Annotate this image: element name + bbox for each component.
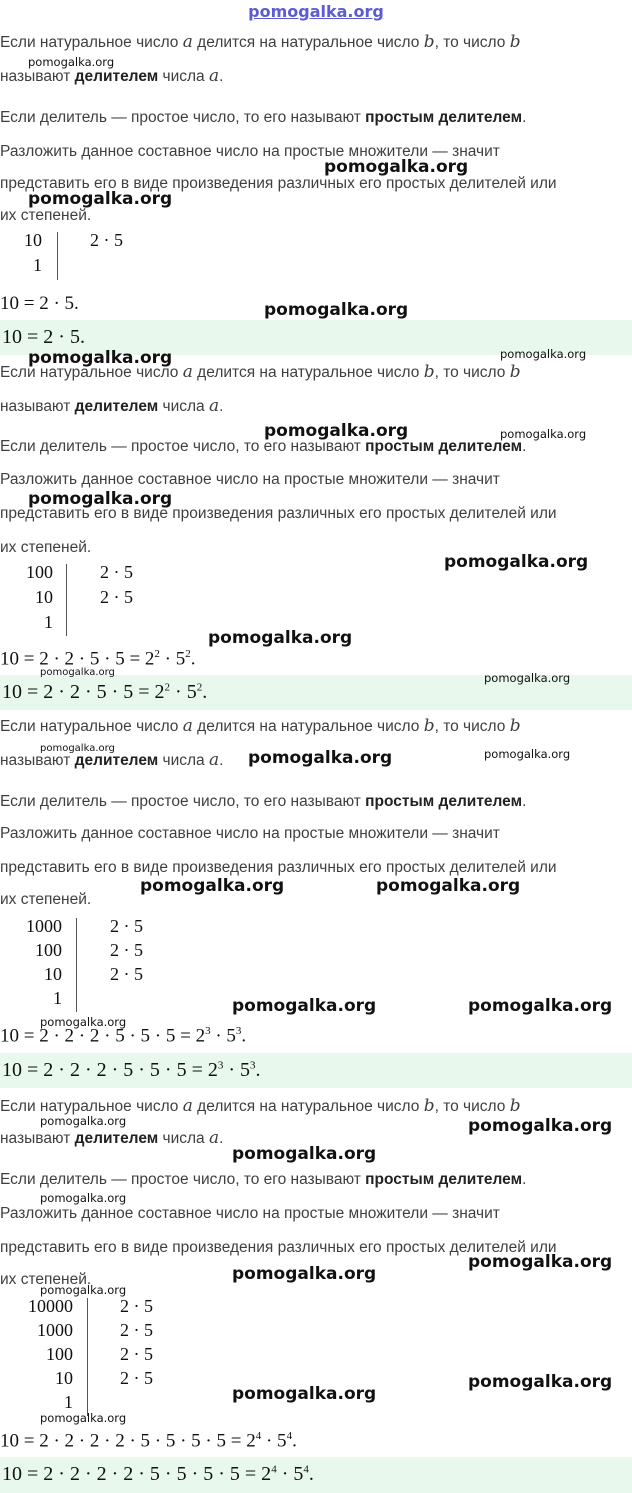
table-divider	[66, 564, 67, 636]
prime-divisor-line: Если делитель — простое число, то его называют простым делителем.	[0, 793, 527, 810]
definition-line-1: Если натуральное число a делится на натуральное число b, то число b	[0, 362, 521, 382]
watermark: pomogalka.org	[264, 300, 409, 320]
site-header-link[interactable]: pomogalka.org	[248, 2, 384, 21]
decomposition-line-2: представить его в виде произведения различных его простых делителей или	[0, 859, 557, 876]
definition-line-1: Если натуральное число a делится на натуральное число b, то число b	[0, 1096, 521, 1116]
watermark: pomogalka.org	[484, 671, 571, 685]
watermark: pomogalka.org	[40, 743, 115, 754]
watermark: pomogalka.org	[232, 1144, 377, 1164]
decomposition-line-3: их степеней.	[0, 207, 92, 224]
watermark: pomogalka.org	[500, 427, 587, 441]
decomposition-line-3: их степеней.	[0, 891, 92, 908]
watermark: pomogalka.org	[484, 747, 571, 761]
factorization-result: 10 = 2 · 5.	[0, 293, 79, 314]
watermark: pomogalka.org	[468, 1252, 613, 1272]
decomposition-line-3: их степеней.	[0, 1271, 92, 1288]
watermark: pomogalka.org	[28, 55, 115, 69]
definition-line-2: называют делителем числа a.	[0, 66, 224, 86]
table-divider	[87, 1298, 88, 1416]
watermark: pomogalka.org	[468, 996, 613, 1016]
factorization-result: $10 = 2 \cdot 2 \cdot 5 \cdot 5 = 2^2 \cdot 5^2$.	[0, 648, 196, 670]
table-divider	[57, 232, 58, 280]
highlight-box	[0, 1053, 632, 1088]
prime-divisor-line: Если делитель — простое число, то его называют простым делителем.	[0, 438, 527, 455]
watermark: pomogalka.org	[468, 1116, 613, 1136]
watermark: pomogalka.org	[376, 876, 521, 896]
watermark: pomogalka.org	[232, 1264, 377, 1284]
definition-line-2: называют делителем числа a.	[0, 750, 224, 770]
watermark: pomogalka.org	[468, 1372, 613, 1392]
watermark: pomogalka.org	[28, 189, 173, 209]
decomposition-line-1: Разложить данное составное число на простые множители — значит	[0, 1205, 500, 1222]
watermark: pomogalka.org	[40, 667, 115, 678]
watermark: pomogalka.org	[444, 552, 589, 572]
factorization-result: $10 = 2 \cdot 2 \cdot 2 \cdot 5 \cdot 5 \cdot 5 = 2^3 \cdot 5^3$.	[0, 1025, 247, 1047]
highlight-result: 10 = 2 · 5.	[2, 326, 85, 348]
highlight-result: $10 = 2 \cdot 2 \cdot 5 \cdot 5 = 2^2 \cdot 5^2$.	[2, 681, 208, 703]
watermark: pomogalka.org	[264, 421, 409, 441]
watermark: pomogalka.org	[40, 1015, 127, 1029]
watermark: pomogalka.org	[140, 876, 285, 896]
definition-line-2: называют делителем числа a.	[0, 396, 224, 416]
watermark: pomogalka.org	[40, 1191, 127, 1205]
prime-divisor-line: Если делитель — простое число, то его называют простым делителем.	[0, 109, 527, 126]
decomposition-line-3: их степеней.	[0, 539, 92, 556]
watermark: pomogalka.org	[248, 748, 393, 768]
prime-divisor-line: Если делитель — простое число, то его называют простым делителем.	[0, 1171, 527, 1188]
decomposition-line-2: представить его в виде произведения различных его простых делителей или	[0, 505, 557, 522]
factorization-result: $10 = 2 \cdot 2 \cdot 2 \cdot 2 \cdot 5 \cdot 5 \cdot 5 \cdot 5 = 2^4 \cdot 5^4$.	[0, 1430, 297, 1452]
watermark: pomogalka.org	[28, 348, 173, 368]
watermark: pomogalka.org	[208, 628, 353, 648]
watermark: pomogalka.org	[40, 1283, 127, 1297]
decomposition-line-1: Разложить данное составное число на простые множители — значит	[0, 825, 500, 842]
decomposition-line-2: представить его в виде произведения различных его простых делителей или	[0, 1239, 557, 1256]
watermark: pomogalka.org	[28, 489, 173, 509]
definition-line-2: называют делителем числа a.	[0, 1128, 224, 1148]
table-divider	[76, 918, 77, 1012]
watermark: pomogalka.org	[500, 347, 587, 361]
watermark: pomogalka.org	[232, 1384, 377, 1404]
highlight-result: $10 = 2 \cdot 2 \cdot 2 \cdot 2 \cdot 5 \cdot 5 \cdot 5 \cdot 5 = 2^4 \cdot 5^4$.	[2, 1463, 314, 1485]
highlight-box	[0, 1457, 632, 1493]
watermark: pomogalka.org	[40, 1114, 127, 1128]
watermark: pomogalka.org	[40, 1411, 127, 1425]
watermark: pomogalka.org	[324, 157, 469, 177]
decomposition-line-1: Разложить данное составное число на простые множители — значит	[0, 471, 500, 488]
decomposition-line-1: Разложить данное составное число на простые множители — значит	[0, 143, 500, 160]
watermark: pomogalka.org	[232, 996, 377, 1016]
definition-line-1: Если натуральное число a делится на натуральное число b, то число b	[0, 32, 521, 52]
highlight-result: $10 = 2 \cdot 2 \cdot 2 \cdot 5 \cdot 5 \cdot 5 = 2^3 \cdot 5^3$.	[2, 1059, 261, 1081]
decomposition-line-2: представить его в виде произведения различных его простых делителей или	[0, 175, 557, 192]
definition-line-1: Если натуральное число a делится на натуральное число b, то число b	[0, 716, 521, 736]
